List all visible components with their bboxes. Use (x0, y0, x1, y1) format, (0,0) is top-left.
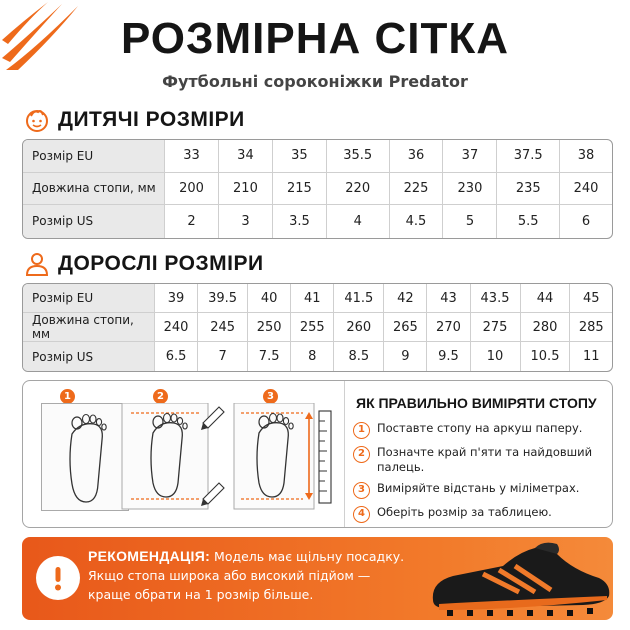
table-cell: 275 (471, 313, 521, 342)
table-cell: 35.5 (327, 140, 390, 173)
howto-step (353, 445, 608, 475)
illustration-step-number: 2 (153, 389, 168, 404)
page-title: РОЗМІРНА СІТКА (120, 14, 510, 63)
table-cell: 200 (165, 173, 219, 206)
howto-step (353, 421, 608, 439)
table-cell: 210 (219, 173, 273, 206)
row-label: Розмір US (23, 342, 155, 371)
table-cell: 245 (198, 313, 248, 342)
step-number: 3 (353, 482, 370, 499)
adult-heading: ДОРОСЛІ РОЗМІРИ (58, 252, 264, 275)
table-cell: 44 (521, 284, 571, 313)
table-cell: 43 (427, 284, 470, 313)
table-cell: 7.5 (248, 342, 291, 371)
row-label: Розмір EU (23, 140, 165, 173)
table-cell: 41.5 (334, 284, 384, 313)
illustration-step-number: 1 (60, 389, 75, 404)
table-cell: 270 (427, 313, 470, 342)
table-cell: 11 (582, 349, 600, 364)
recommendation-line-1: Модель має щільну посадку. (214, 549, 405, 564)
illustration-panel-3 (233, 403, 321, 511)
adult-section-heading (24, 251, 264, 277)
table-cell: 35 (273, 140, 327, 173)
row-label: Довжина стопи, мм (23, 173, 165, 206)
table-cell: 40 (248, 284, 291, 313)
table-cell: 225 (390, 173, 444, 206)
recommendation-line-3: краще обрати на 1 розмір більше. (88, 587, 314, 602)
table-cell: 45 (570, 284, 612, 313)
table-cell: 285 (570, 313, 612, 342)
table-cell: 6 (581, 213, 591, 229)
table-cell: 3 (219, 205, 273, 238)
table-cell: 240 (560, 173, 612, 206)
step-number: 2 (353, 446, 370, 463)
step-text: Позначте край п'яти та найдовший палець. (377, 445, 593, 474)
illustration-panel-1 (41, 403, 129, 511)
recommendation-label: РЕКОМЕНДАЦІЯ: (88, 548, 211, 564)
adult-person-icon (24, 251, 50, 277)
table-cell: 230 (443, 173, 497, 206)
child-face-icon (24, 107, 50, 133)
step-text: Виміряйте відстань у міліметрах. (377, 481, 580, 495)
table-cell: 235 (497, 173, 560, 206)
table-cell: 34 (219, 140, 273, 173)
table-row (23, 140, 612, 173)
table-cell: 6.5 (155, 342, 198, 371)
table-cell: 38 (560, 140, 612, 173)
table-cell: 33 (165, 140, 219, 173)
step-text: Оберіть розмір за таблицею. (377, 505, 552, 519)
adult-size-table (22, 283, 613, 372)
table-row (23, 173, 612, 206)
table-cell: 260 (334, 313, 384, 342)
table-cell: 41 (291, 284, 334, 313)
howto-step (353, 505, 608, 523)
table-cell: 37.5 (497, 140, 560, 173)
table-cell: 4.5 (390, 205, 444, 238)
table-cell: 3.5 (273, 205, 327, 238)
howto-title: ЯК ПРАВИЛЬНО ВИМІРЯТИ СТОПУ (356, 395, 597, 411)
step-number: 1 (353, 422, 370, 439)
recommendation-line-2: Якщо стопа широка або високий підйом — (88, 568, 371, 583)
table-row (23, 313, 612, 342)
table-cell: 250 (248, 313, 291, 342)
table-row (23, 205, 612, 238)
foot-outline-icon (42, 404, 128, 510)
recommendation-banner (22, 537, 613, 620)
howto-step (353, 481, 608, 499)
kids-section-heading (24, 107, 245, 133)
row-label: Розмір US (23, 205, 165, 238)
table-cell: 7 (198, 342, 248, 371)
table-cell: 39 (155, 284, 198, 313)
table-cell: 220 (327, 173, 390, 206)
table-cell: 10 (471, 342, 521, 371)
table-cell: 9.5 (427, 342, 470, 371)
illustration-panel-2 (121, 403, 209, 511)
table-row (23, 284, 612, 313)
table-cell: 240 (155, 313, 198, 342)
step-text: Поставте стопу на аркуш паперу. (377, 421, 583, 435)
page-subtitle: Футбольні сороконіжки Predator (162, 72, 468, 91)
table-row (23, 342, 612, 371)
table-cell: 5.5 (497, 205, 560, 238)
table-cell: 43.5 (471, 284, 521, 313)
row-label: Довжина стопи, мм (23, 313, 155, 342)
kids-heading: ДИТЯЧІ РОЗМІРИ (58, 108, 245, 131)
table-cell: 10.5 (521, 342, 571, 371)
table-cell: 36 (390, 140, 444, 173)
table-cell: 280 (521, 313, 571, 342)
exclamation-icon (36, 556, 80, 600)
table-cell: 5 (443, 205, 497, 238)
howto-panel (22, 380, 613, 528)
table-cell: 215 (273, 173, 327, 206)
table-cell: 8.5 (334, 342, 384, 371)
recommendation-text (88, 547, 428, 604)
howto-steps (353, 421, 608, 529)
ruler-icon (319, 411, 331, 503)
table-cell: 8 (291, 342, 334, 371)
table-cell: 4 (327, 205, 390, 238)
row-label: Розмір EU (23, 284, 155, 313)
howto-illustrations (23, 381, 345, 527)
football-boot-icon (423, 537, 613, 620)
kids-size-table (22, 139, 613, 239)
illustration-step-number: 3 (263, 389, 278, 404)
table-cell: 37 (443, 140, 497, 173)
table-cell: 255 (291, 313, 334, 342)
table-cell: 9 (384, 342, 427, 371)
table-cell: 2 (165, 205, 219, 238)
step-number: 4 (353, 506, 370, 523)
table-cell: 265 (384, 313, 427, 342)
table-cell: 39.5 (198, 284, 248, 313)
table-cell: 42 (384, 284, 427, 313)
